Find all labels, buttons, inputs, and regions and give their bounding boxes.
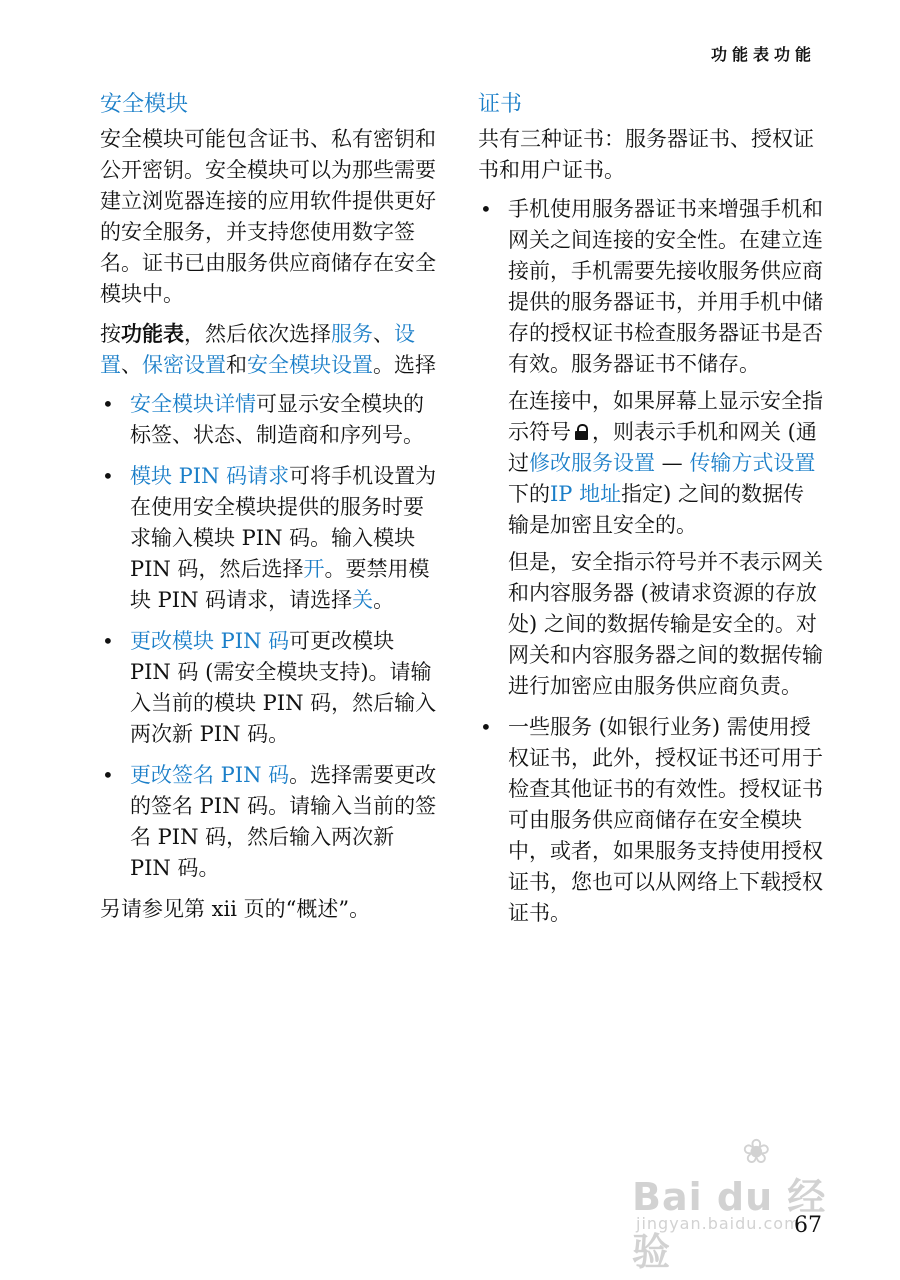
link-security-module-settings[interactable]: 安全模块设置	[247, 353, 373, 377]
authority-certificate-text: 一些服务 (如银行业务) 需使用授权证书，此外，授权证书还可用于检查其他证书的有效性。授权证书可由服务供应商储存在安全模块中，或者，如果服务支持使用授权证书，您也可以从网络上下载授权证书。	[508, 715, 823, 925]
right-column	[478, 88, 823, 939]
link-settings[interactable]: 设置	[100, 322, 415, 377]
link-services[interactable]: 服务	[331, 322, 373, 346]
list-item: • 安全模块详情可显示安全模块的标签、状态、制造商和序列号。	[100, 389, 440, 451]
security-module-intro: 安全模块可能包含证书、私有密钥和公开密钥。安全模块可以为那些需要建立浏览器连接的应用软件提供更好的安全服务，并支持您使用数字签名。证书已由服务供应商储存在安全模块中。	[100, 127, 436, 306]
list-item	[478, 712, 823, 929]
list-item: • 更改签名 PIN 码。选择需要更改的签名 PIN 码。请输入当前的签名 PIN 码，然后输入两次新 PIN 码。	[100, 760, 440, 884]
link-change-signing-pin[interactable]: 更改签名 PIN 码	[130, 763, 290, 787]
bullet-icon: •	[480, 715, 492, 739]
lock-icon	[575, 424, 588, 440]
link-module-details[interactable]: 安全模块详情	[130, 392, 256, 416]
section-heading-security-module: 安全模块	[100, 92, 189, 117]
link-ip-address[interactable]: IP 地址	[550, 482, 622, 506]
link-security-settings[interactable]: 保密设置	[142, 353, 226, 377]
list-item: • 模块 PIN 码请求可将手机设置为在使用安全模块提供的服务时要求输入模块 PIN 码。输入模块 PIN 码，然后选择开。要禁用模块 PIN 码请求，请选择关。	[100, 461, 440, 616]
link-change-module-pin[interactable]: 更改模块 PIN 码	[130, 629, 290, 653]
page-number: 67	[794, 1213, 822, 1238]
section-heading-certificates: 证书	[478, 92, 523, 117]
menu-label: 功能表	[121, 321, 184, 346]
left-column	[100, 88, 440, 933]
bullet-icon: •	[102, 392, 114, 416]
server-certificate-text: 手机使用服务器证书来增强手机和网关之间连接的安全性。在建立连接前，手机需要先接收服务供应商提供的服务器证书，并用手机中储存的授权证书检查服务器证书是否有效。服务器证书不储存。	[508, 197, 823, 376]
security-caveat-paragraph: 但是，安全指示符号并不表示网关和内容服务器 (被请求资源的存放处) 之间的数据传输是安全的。对网关和内容服务器之间的数据传输进行加密应由服务供应商负责。	[508, 550, 823, 698]
see-also-note: 另请参见第 xii 页的“概述”。	[100, 897, 371, 921]
security-module-options-list	[100, 389, 440, 884]
bullet-icon: •	[102, 464, 114, 488]
link-transport-settings[interactable]: 传输方式设置	[689, 451, 816, 475]
bullet-icon: •	[102, 763, 114, 787]
bullet-icon: •	[102, 629, 114, 653]
security-indicator-paragraph: 在连接中，如果屏幕上显示安全指示符号 ，则表示手机和网关 (通过修改服务设置 — 传输方式设置下的IP 地址指定) 之间的数据传输是加密且安全的。	[508, 389, 823, 537]
page-header-title: 功能表功能	[710, 45, 816, 64]
certificates-intro: 共有三种证书：服务器证书、授权证书和用户证书。	[478, 127, 814, 182]
watermark-logo: Bai du 经验	[632, 1175, 827, 1274]
menu-navigation-instructions: 按功能表，然后依次选择服务、设置、保密设置和安全模块设置。选择	[100, 321, 436, 377]
watermark-url: jingyan.baidu.com	[636, 1214, 801, 1233]
paw-icon: ❀	[742, 1132, 771, 1172]
list-item	[478, 194, 823, 702]
option-on[interactable]: 开	[303, 557, 325, 581]
list-item: • 更改模块 PIN 码可更改模块 PIN 码 (需安全模块支持)。请输入当前的模块 PIN 码，然后输入两次新 PIN 码。	[100, 626, 440, 750]
bullet-icon: •	[480, 197, 492, 221]
option-off[interactable]: 关	[352, 588, 374, 612]
certificates-list	[478, 194, 823, 929]
link-module-pin-request[interactable]: 模块 PIN 码请求	[130, 464, 290, 488]
link-edit-service-settings[interactable]: 修改服务设置	[529, 451, 655, 475]
